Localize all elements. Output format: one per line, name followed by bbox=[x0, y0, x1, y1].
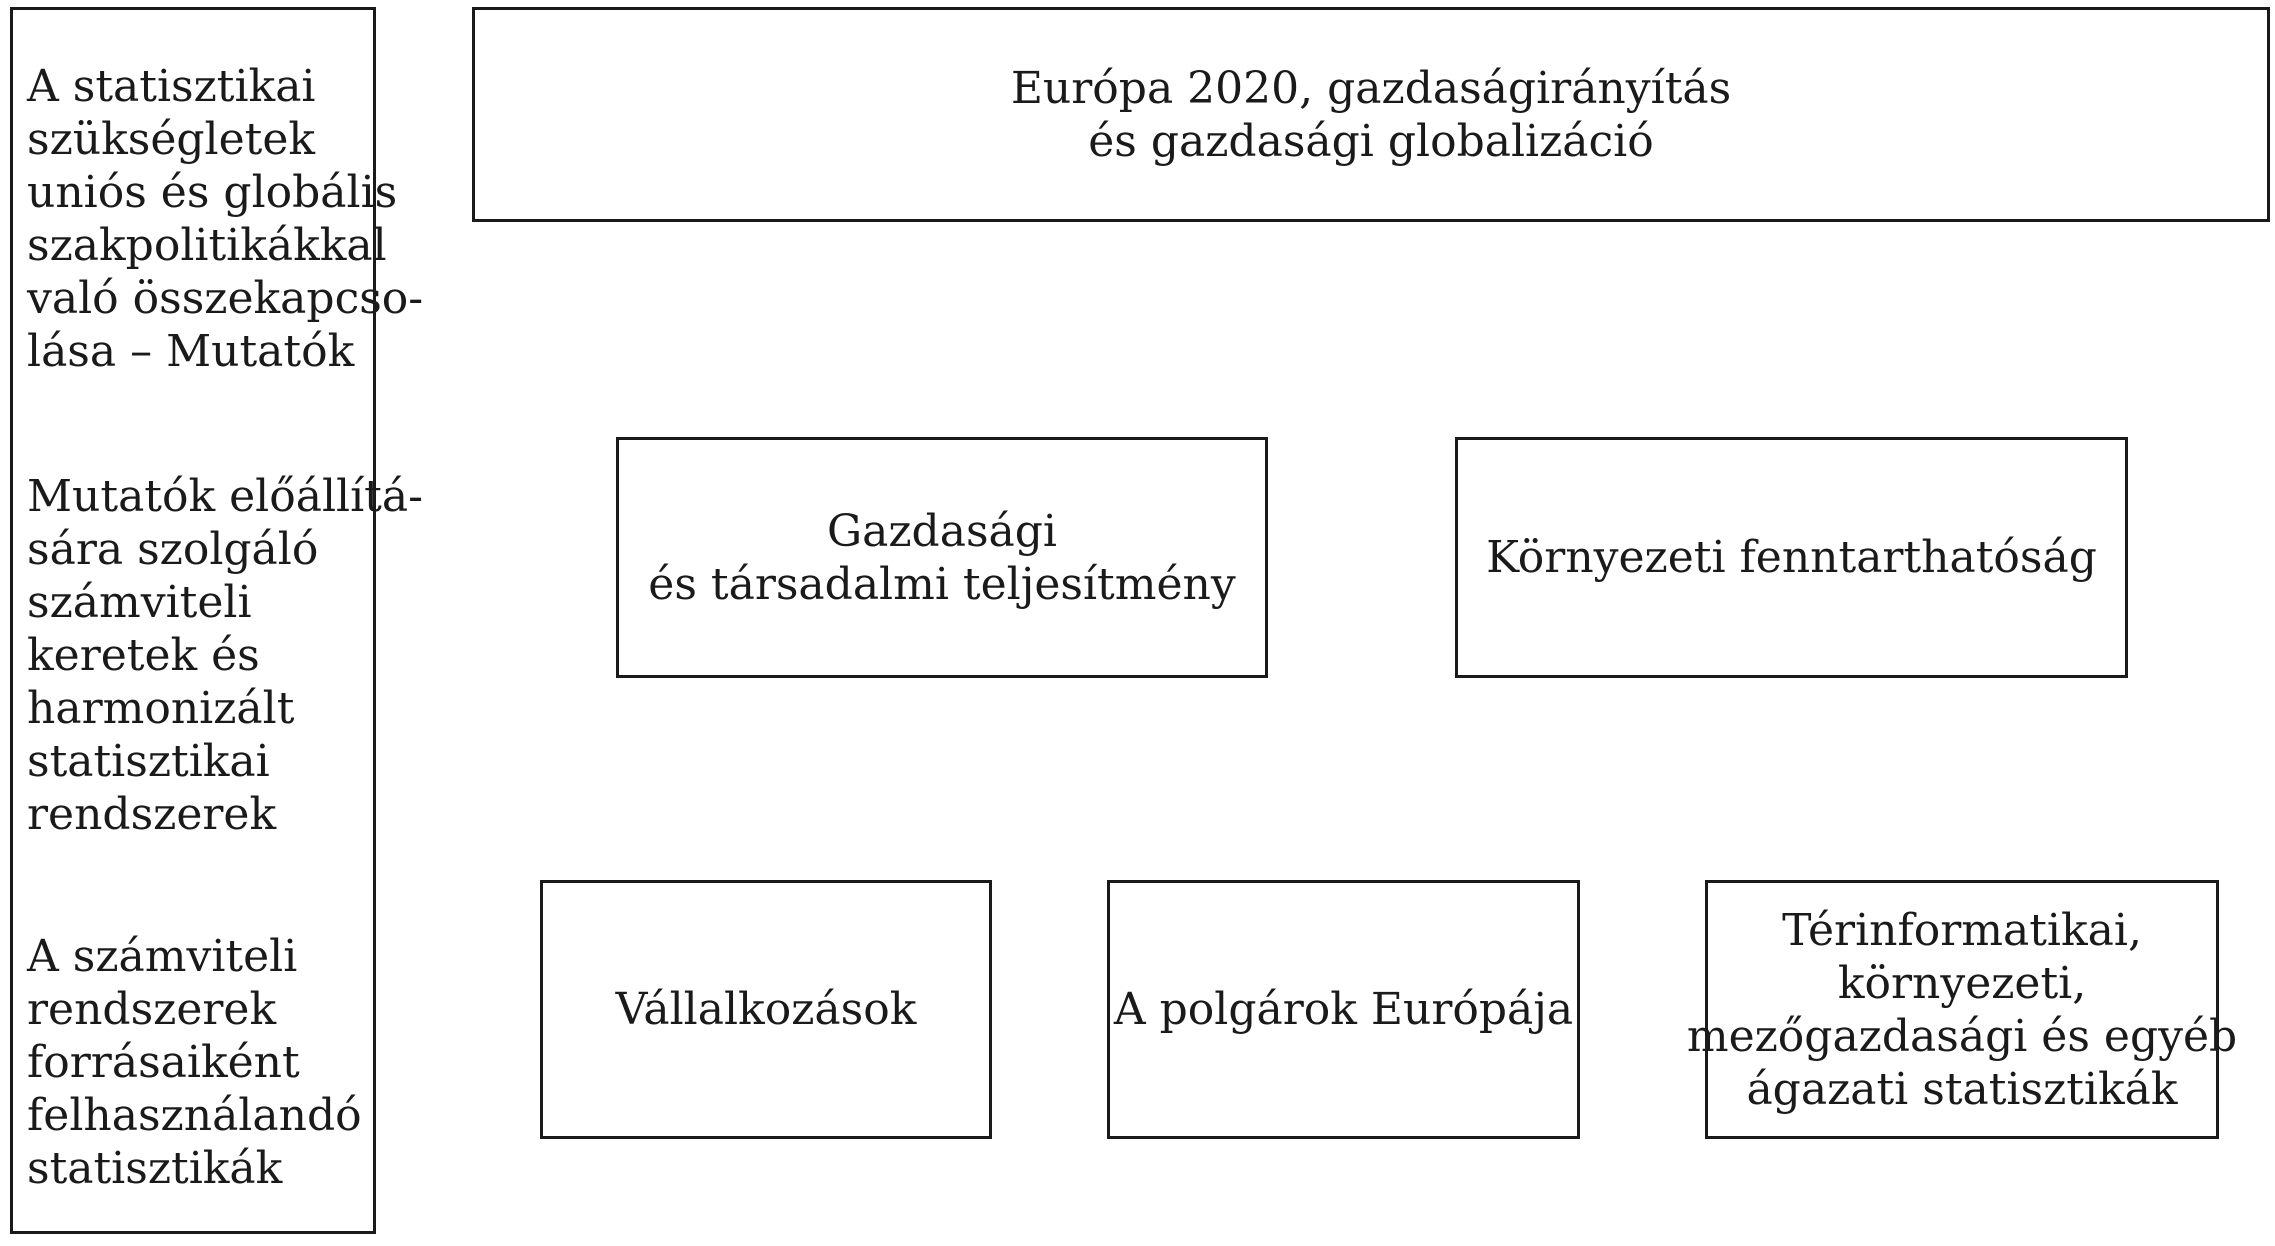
sidebar-text-line: rendszerek bbox=[27, 984, 277, 1035]
box-text-line: Térinformatikai, bbox=[1782, 904, 2142, 956]
sidebar-text-line: A statisztikai bbox=[27, 61, 316, 112]
sidebar-text-line: uniós és globális bbox=[27, 167, 398, 218]
sidebar-text-line: statisztikai bbox=[27, 736, 270, 787]
sidebar-label-source-statistics bbox=[27, 930, 362, 1195]
box-text-line: és társadalmi teljesítmény bbox=[648, 558, 1236, 610]
box-label bbox=[1114, 983, 1573, 1036]
sidebar-text-line: rendszerek bbox=[27, 789, 277, 840]
box-sectoral-statistics bbox=[1686, 880, 2238, 1139]
sidebar-text-line: keretek és bbox=[27, 630, 260, 681]
sidebar-text-line: statisztikák bbox=[27, 1143, 283, 1194]
box-text-line: mezőgazdasági és egyéb bbox=[1686, 1010, 2238, 1062]
box-europe-of-citizens bbox=[1107, 880, 1580, 1139]
sidebar-text-line: sára szolgáló bbox=[27, 524, 319, 575]
box-environmental-sustainability bbox=[1455, 437, 2128, 678]
box-text-line: Európa 2020, gazdaságirányítás bbox=[1010, 62, 1732, 114]
sidebar-text-line: felhasználandó bbox=[27, 1090, 362, 1141]
sidebar-label-accounting-frameworks bbox=[27, 470, 423, 841]
box-economic-social-performance bbox=[616, 437, 1268, 678]
box-label bbox=[648, 505, 1235, 611]
box-text-line: Környezeti fenntarthatóság bbox=[1486, 532, 2097, 583]
sidebar-text-line: való összekapcso- bbox=[27, 273, 424, 324]
sidebar-text-line: szakpolitikákkal bbox=[27, 220, 387, 271]
box-text-line: és gazdasági globalizáció bbox=[1088, 115, 1654, 167]
box-europe-2020 bbox=[472, 7, 2270, 222]
sidebar-text-line: szükségletek bbox=[27, 114, 316, 165]
box-label bbox=[616, 983, 917, 1036]
sidebar-label-indicators bbox=[27, 60, 424, 378]
box-enterprises bbox=[540, 880, 992, 1139]
box-label bbox=[1486, 531, 2097, 584]
sidebar-text-line: számviteli bbox=[27, 577, 252, 628]
box-text-line: környezeti, bbox=[1837, 957, 2087, 1009]
sidebar-text-line: harmonizált bbox=[27, 683, 295, 734]
sidebar-text-line: lása – Mutatók bbox=[27, 326, 355, 377]
sidebar-text-line: forrásaiként bbox=[27, 1037, 300, 1088]
sidebar-text-line: Mutatók előállítá- bbox=[27, 471, 423, 522]
sidebar-text-line: A számviteli bbox=[27, 931, 298, 982]
box-label bbox=[1011, 62, 1731, 168]
box-text-line: A polgárok Európája bbox=[1113, 984, 1574, 1035]
box-text-line: Vállalkozások bbox=[615, 984, 917, 1035]
box-text-line: ágazati statisztikák bbox=[1746, 1063, 2178, 1115]
box-text-line: Gazdasági bbox=[826, 505, 1057, 557]
box-label bbox=[1687, 904, 2237, 1116]
sidebar-panel bbox=[10, 7, 424, 1234]
